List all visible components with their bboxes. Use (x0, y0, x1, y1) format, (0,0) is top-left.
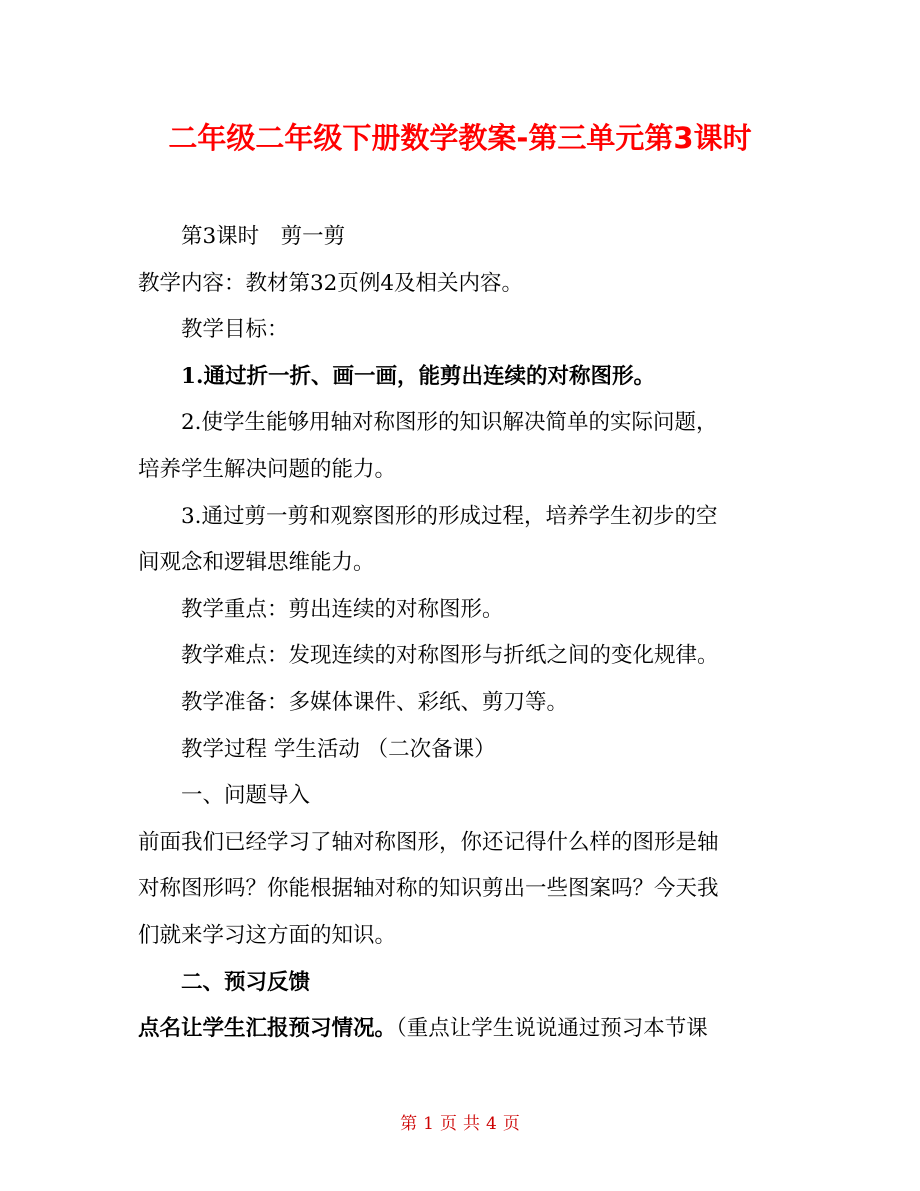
document-title: 二年级二年级下册数学教案-第三单元第3课时 (168, 121, 752, 155)
footer-label-ye: 页 (440, 1114, 457, 1134)
paragraph-objective-2-line-1: 2.使学生能够用轴对称图形的知识解决简单的实际问题， (181, 410, 718, 436)
paragraph-difficulty: 教学难点：发现连续的对称图形与折纸之间的变化规律。 (181, 643, 719, 669)
paragraph-intro-line-1: 前面我们已经学习了轴对称图形，你还记得什么样的图形是轴 (138, 829, 719, 855)
footer-label-ye2: 页 (502, 1114, 520, 1134)
paragraph-intro-line-2: 对称图形吗？你能根据轴对称的知识剪出一些图案吗？今天我 (138, 876, 719, 902)
footer-label-di: 第 (400, 1114, 418, 1134)
paragraph-preview-report (138, 1006, 788, 1053)
paragraph-lesson-heading: 第3课时 剪一剪 (181, 224, 346, 249)
page-footer (0, 1112, 920, 1136)
paragraph-teaching-content: 教学内容：教材第32页例4及相关内容。 (138, 270, 524, 296)
paragraph-objectives-heading: 教学目标： (181, 317, 289, 343)
paragraph-intro-line-3: 们就来学习这方面的知识。 (138, 922, 397, 948)
paragraph-preview-report-tail: （重点让学生说说通过预习本节课 (396, 1016, 708, 1042)
paragraph-preparation: 教学准备：多媒体课件、彩纸、剪刀等。 (181, 689, 569, 715)
section-heading-preview-feedback: 二、预习反馈 (181, 969, 311, 995)
paragraph-objective-1: 1.通过折一折、画一画，能剪出连续的对称图形。 (181, 363, 655, 389)
footer-page-number: 1 (423, 1114, 434, 1134)
paragraph-objective-3-line-2: 间观念和逻辑思维能力。 (138, 550, 375, 576)
footer-total-pages: 4 (486, 1114, 497, 1134)
paragraph-objective-3-line-1: 3.通过剪一剪和观察图形的形成过程，培养学生初步的空 (181, 503, 718, 529)
footer-label-gong: 共 (463, 1114, 480, 1134)
paragraph-objective-2-line-2: 培养学生解决问题的能力。 (138, 456, 397, 482)
document-body (138, 214, 788, 1053)
paragraph-key-point: 教学重点：剪出连续的对称图形。 (181, 596, 504, 622)
section-heading-intro: 一、问题导入 (181, 783, 311, 809)
paragraph-preview-report-bold: 点名让学生汇报预习情况。 (138, 1016, 397, 1042)
paragraph-process-heading: 教学过程 学生活动 （二次备课） (181, 736, 496, 762)
